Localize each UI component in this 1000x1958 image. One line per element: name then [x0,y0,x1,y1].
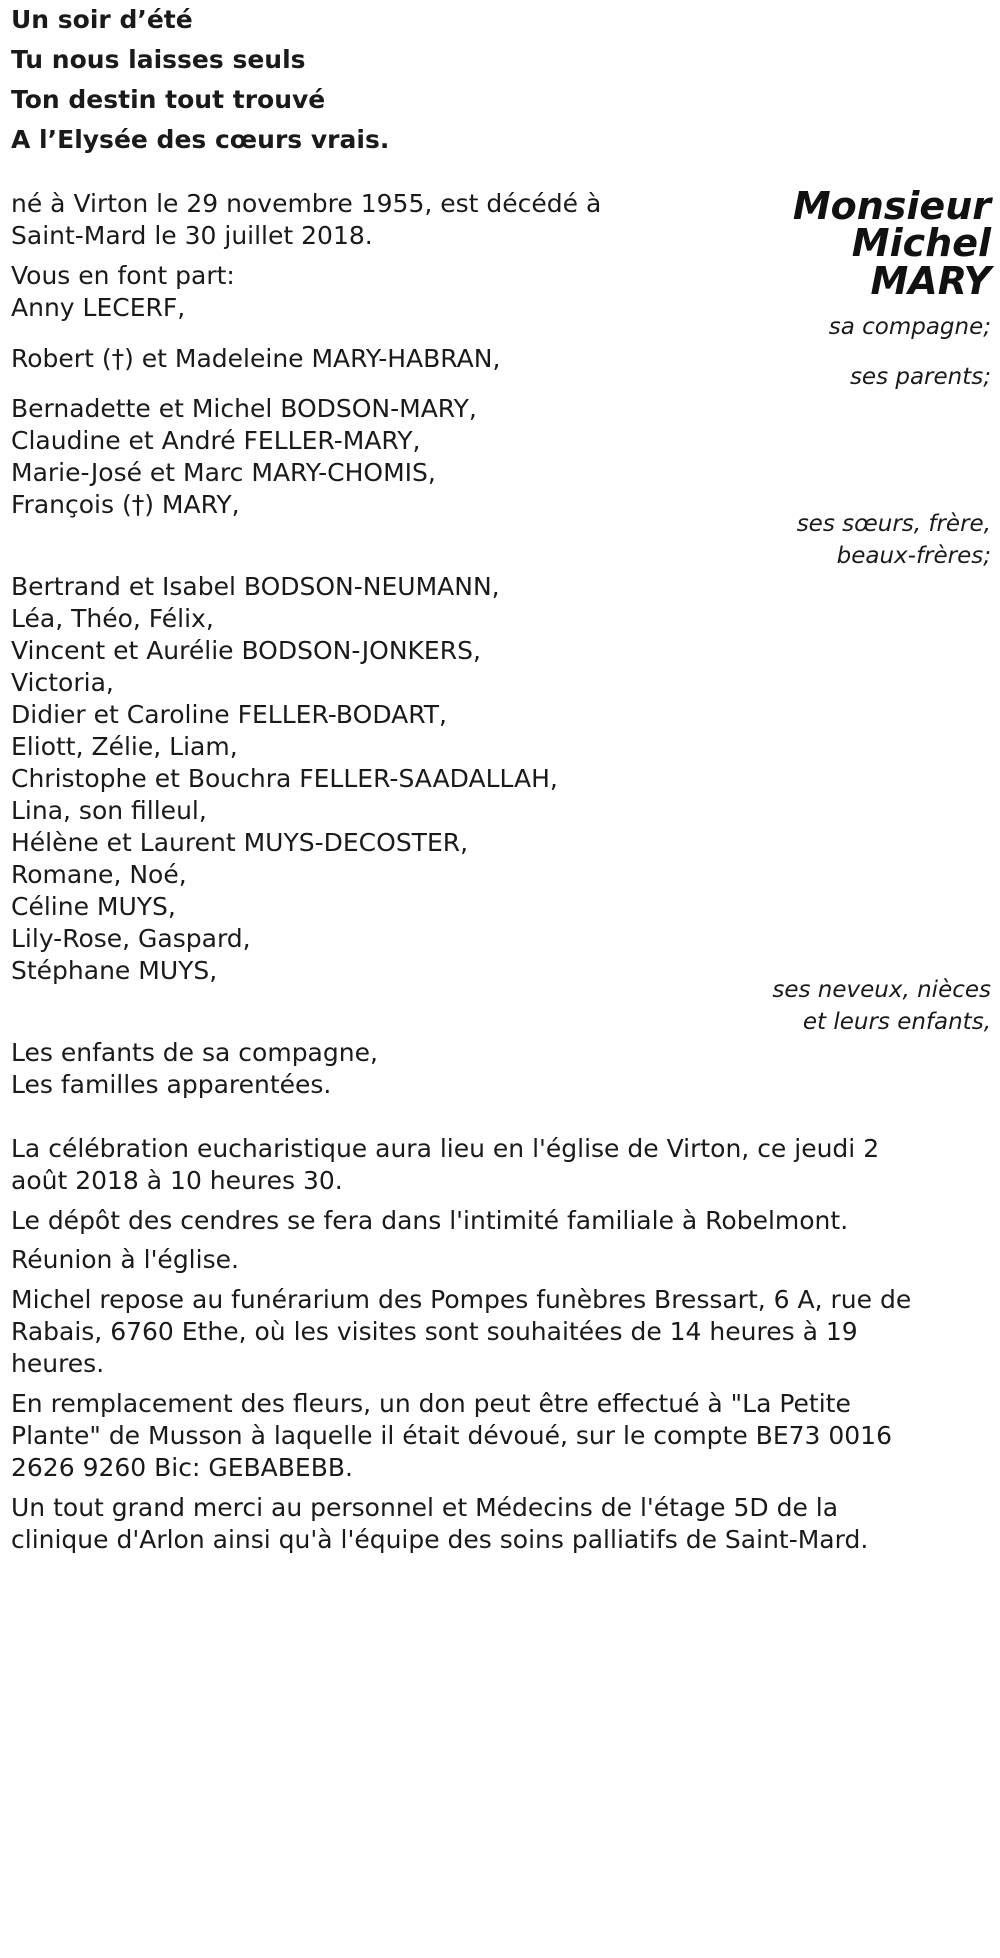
thanks-line-2: clinique d'Arlon ainsi qu'à l'équipe des soins palliatifs de Saint-Mard. [11,1525,869,1554]
announce-text: Vous en font part: [11,261,235,290]
nephew-line-3: Vincent et Aurélie BODSON-JONKERS, [11,636,481,665]
sibling-line-1: Bernadette et Michel BODSON-MARY, [11,394,477,423]
nephew-line-5: Didier et Caroline FELLER-BODART, [11,700,447,729]
funerarium-line-1: Michel repose au funérarium des Pompes funèbres Bressart, 6 A, rue de [11,1285,912,1314]
nephew-line-4: Victoria, [11,668,114,697]
deceased-last-name: MARY [870,259,991,303]
others-line-2: Les familles apparentées. [11,1070,332,1099]
nephews-relation-line-2: et leurs enfants, [802,1009,991,1035]
donation-line-1: En remplacement des fleurs, un don peut être effectué à "La Petite [11,1389,851,1418]
ashes-text: Le dépôt des cendres se fera dans l'intimité familiale à Robelmont. [11,1206,849,1235]
sibling-line-4: François (†) MARY, [11,490,240,519]
nephew-line-10: Romane, Noé, [11,860,187,889]
companion-relation: sa compagne; [828,314,991,340]
nephew-line-1: Bertrand et Isabel BODSON-NEUMANN, [11,572,500,601]
ceremony-line-1: La célébration eucharistique aura lieu en l'église de Virton, ce jeudi 2 [11,1134,880,1163]
sibling-line-3: Marie-José et Marc MARY-CHOMIS, [11,458,436,487]
companion-name: Anny LECERF, [11,293,186,322]
birth-death-line-1: né à Virton le 29 novembre 1955, est décédé à [11,189,602,218]
poem-line-2: Tu nous laisses seuls [11,45,306,74]
nephews-relation-line-1: ses neveux, nièces [772,977,991,1003]
nephew-line-8: Lina, son filleul, [11,796,207,825]
nephew-line-11: Céline MUYS, [11,892,176,921]
others-line-1: Les enfants de sa compagne, [11,1038,378,1067]
nephew-line-9: Hélène et Laurent MUYS-DECOSTER, [11,828,469,857]
funerarium-line-2: Rabais, 6760 Ethe, où les visites sont souhaitées de 14 heures à 19 [11,1317,858,1346]
poem-line-4: A l’Elysée des cœurs vrais. [11,125,390,154]
donation-line-3: 2626 9260 Bic: GEBABEBB. [11,1453,353,1482]
nephew-line-2: Léa, Théo, Félix, [11,604,214,633]
nephew-line-7: Christophe et Bouchra FELLER-SAADALLAH, [11,764,558,793]
sibling-line-2: Claudine et André FELLER-MARY, [11,426,421,455]
siblings-relation-line-1: ses sœurs, frère, [796,511,991,537]
ceremony-line-2: août 2018 à 10 heures 30. [11,1166,343,1195]
parents-names: Robert (†) et Madeleine MARY-HABRAN, [11,344,501,373]
deceased-title: Monsieur [792,184,991,228]
reunion-text: Réunion à l'église. [11,1245,239,1274]
deceased-first-name: Michel [851,221,991,265]
birth-death-line-2: Saint-Mard le 30 juillet 2018. [11,221,373,250]
thanks-line-1: Un tout grand merci au personnel et Médecins de l'étage 5D de la [11,1493,839,1522]
funerarium-line-3: heures. [11,1349,105,1378]
nephew-line-12: Lily-Rose, Gaspard, [11,924,251,953]
poem-line-3: Ton destin tout trouvé [11,85,326,114]
poem-line-1: Un soir d’été [11,5,193,34]
siblings-relation-line-2: beaux-frères; [836,543,991,569]
donation-line-2: Plante" de Musson à laquelle il était dévoué, sur le compte BE73 0016 [11,1421,892,1450]
nephew-line-13: Stéphane MUYS, [11,956,218,985]
nephew-line-6: Eliott, Zélie, Liam, [11,732,238,761]
parents-relation: ses parents; [849,364,991,390]
